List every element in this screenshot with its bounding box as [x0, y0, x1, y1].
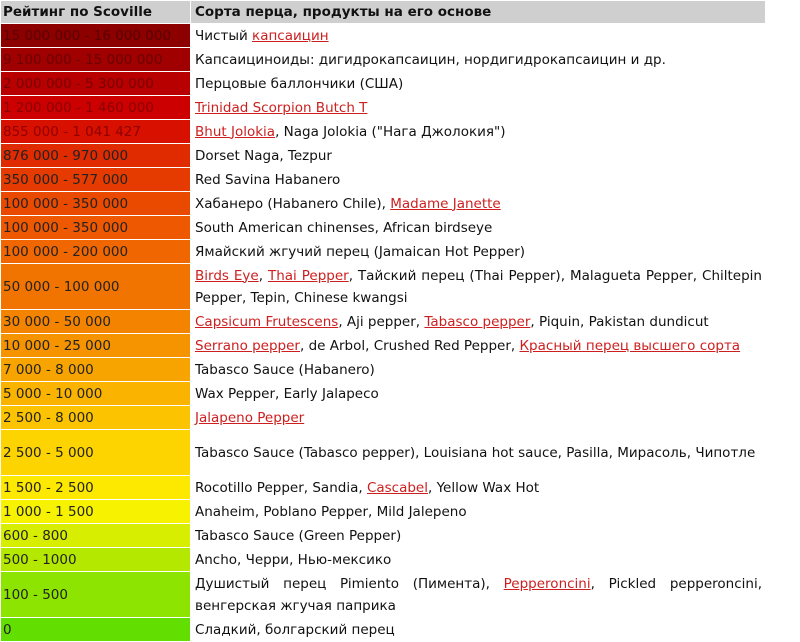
table-row: [1, 24, 766, 48]
table-row: [1, 48, 766, 72]
pepper-link[interactable]: Cascabel: [366, 479, 428, 496]
scoville-rating-cell: 5 000 - 10 000: [1, 382, 191, 406]
pepper-description-cell: [191, 48, 766, 72]
scoville-rating-cell: 1 500 - 2 500: [1, 476, 191, 500]
scoville-rating-cell: 9 100 000 - 15 000 000: [1, 48, 191, 72]
scoville-rating-cell: 876 000 - 970 000: [1, 144, 191, 168]
description-text: , Piquin, Pakistan dundicut: [530, 313, 709, 330]
description-text: , Pickled pepperoncini, венгерская жгучая паприка: [195, 575, 762, 614]
scoville-rating-cell: 1 000 - 1 500: [1, 500, 191, 524]
description-text: Хабанеро (Habanero Chile),: [195, 195, 391, 212]
table-row: [1, 334, 766, 358]
scoville-rating-cell: 350 000 - 577 000: [1, 168, 191, 192]
table-row: [1, 310, 766, 334]
scoville-rating-cell: 100 000 - 350 000: [1, 216, 191, 240]
scoville-rating-cell: 1 200 000 - 1 460 000: [1, 96, 191, 120]
pepper-link[interactable]: Trinidad Scorpion Butch T: [195, 99, 368, 116]
pepper-link[interactable]: капсаицин: [252, 27, 329, 44]
pepper-description-cell: [191, 144, 766, 168]
scoville-rating-cell: 15 000 000 - 16 000 000: [1, 24, 191, 48]
table-row: [1, 144, 766, 168]
description-text: ,: [258, 267, 268, 284]
pepper-description-cell: [191, 264, 766, 310]
pepper-description-cell: [191, 618, 766, 642]
scoville-rating-cell: 2 000 000 - 5 300 000: [1, 72, 191, 96]
scoville-rating-cell: 600 - 800: [1, 524, 191, 548]
pepper-link[interactable]: Madame Janette: [390, 195, 501, 212]
pepper-description-cell: [191, 358, 766, 382]
pepper-description-cell: [191, 96, 766, 120]
description-text: Anaheim, Poblano Pepper, Mild Jalepeno: [195, 503, 467, 520]
pepper-link[interactable]: Jalapeno Pepper: [195, 409, 305, 426]
table-row: [1, 618, 766, 642]
table-row: [1, 524, 766, 548]
scoville-rating-cell: 100 000 - 350 000: [1, 192, 191, 216]
description-text: Душистый перец Pimiento (Пимента),: [195, 575, 504, 592]
pepper-description-cell: [191, 120, 766, 144]
scoville-rating-cell: 2 500 - 5 000: [1, 430, 191, 476]
pepper-link[interactable]: Bhut Jolokia: [195, 123, 276, 140]
description-text: , Тайский перец (Thai Pepper), Malagueta Pepper, Chiltepin Pepper, Tepin, Chinese kwangsi: [195, 267, 762, 306]
description-text: , Naga Jolokia ("Нага Джолокия"): [275, 123, 506, 140]
description-text: Dorset Naga, Tezpur: [195, 147, 332, 164]
pepper-description-cell: [191, 168, 766, 192]
scoville-rating-cell: 50 000 - 100 000: [1, 264, 191, 310]
pepper-description-cell: [191, 72, 766, 96]
scoville-rating-cell: 2 500 - 8 000: [1, 406, 191, 430]
scoville-rating-cell: 500 - 1000: [1, 548, 191, 572]
table-row: [1, 476, 766, 500]
pepper-description-cell: [191, 334, 766, 358]
table-row: [1, 192, 766, 216]
pepper-link[interactable]: Capsicum Frutescens: [195, 313, 339, 330]
table-row: [1, 548, 766, 572]
table-row: [1, 358, 766, 382]
table-row: [1, 120, 766, 144]
pepper-description-cell: [191, 430, 766, 476]
pepper-description-cell: [191, 406, 766, 430]
description-header: Сорта перца, продукты на его основе: [191, 1, 766, 24]
scoville-rating-cell: 7 000 - 8 000: [1, 358, 191, 382]
description-text: Tabasco Sauce (Tabasco pepper), Louisiana hot sauce, Pasilla, Мирасоль, Чипотле: [195, 444, 756, 461]
table-row: [1, 96, 766, 120]
pepper-description-cell: [191, 216, 766, 240]
pepper-link[interactable]: Serrano pepper: [195, 337, 300, 354]
description-text: Ямайский жгучий перец (Jamaican Hot Pepper): [195, 243, 526, 260]
description-text: Перцовые баллончики (США): [195, 75, 404, 92]
description-text: , Yellow Wax Hot: [428, 479, 540, 496]
description-text: Tabasco Sauce (Habanero): [195, 361, 375, 378]
scoville-rating-cell: 855 000 - 1 041 427: [1, 120, 191, 144]
description-text: Ancho, Черри, Нью-мексико: [195, 551, 392, 568]
description-text: Wax Pepper, Early Jalapeco: [195, 385, 379, 402]
description-text: Rocotillo Pepper, Sandia,: [195, 479, 367, 496]
table-row: [1, 216, 766, 240]
table-row: [1, 240, 766, 264]
pepper-link[interactable]: Pepperoncini: [503, 575, 591, 592]
table-row: [1, 500, 766, 524]
rating-header: Рейтинг по Scoville: [1, 1, 191, 24]
pepper-link[interactable]: Tabasco pepper: [424, 313, 531, 330]
description-text: Tabasco Sauce (Green Pepper): [195, 527, 402, 544]
pepper-description-cell: [191, 548, 766, 572]
scoville-rating-cell: 10 000 - 25 000: [1, 334, 191, 358]
description-text: Чистый: [195, 27, 253, 44]
table-row: [1, 264, 766, 310]
pepper-link[interactable]: Красный перец высшего сорта: [519, 337, 741, 354]
pepper-description-cell: [191, 500, 766, 524]
table-row: [1, 72, 766, 96]
description-text: , de Arbol, Crushed Red Pepper,: [300, 337, 520, 354]
header-row: [1, 1, 766, 24]
table-row: [1, 168, 766, 192]
description-text: Капсаициноиды: дигидрокапсаицин, нордигидрокапсаицин и др.: [195, 51, 666, 68]
table-row: [1, 430, 766, 476]
table-row: [1, 572, 766, 618]
scoville-rating-cell: 100 000 - 200 000: [1, 240, 191, 264]
description-text: , Aji pepper,: [338, 313, 425, 330]
pepper-description-cell: [191, 310, 766, 334]
description-text: Red Savina Habanero: [195, 171, 341, 188]
pepper-description-cell: [191, 572, 766, 618]
table-body: [1, 24, 766, 642]
pepper-description-cell: [191, 476, 766, 500]
description-text: Сладкий, болгарский перец: [195, 621, 395, 638]
scoville-rating-cell: 30 000 - 50 000: [1, 310, 191, 334]
pepper-description-cell: [191, 524, 766, 548]
scoville-rating-cell: 0: [1, 618, 191, 642]
pepper-link[interactable]: Thai Pepper: [267, 267, 349, 284]
pepper-link[interactable]: Birds Eye: [195, 267, 259, 284]
pepper-description-cell: [191, 24, 766, 48]
pepper-description-cell: [191, 192, 766, 216]
pepper-description-cell: [191, 382, 766, 406]
scoville-rating-cell: 100 - 500: [1, 572, 191, 618]
table-row: [1, 406, 766, 430]
description-text: South American chinenses, African birdseye: [195, 219, 493, 236]
table-row: [1, 382, 766, 406]
pepper-description-cell: [191, 240, 766, 264]
